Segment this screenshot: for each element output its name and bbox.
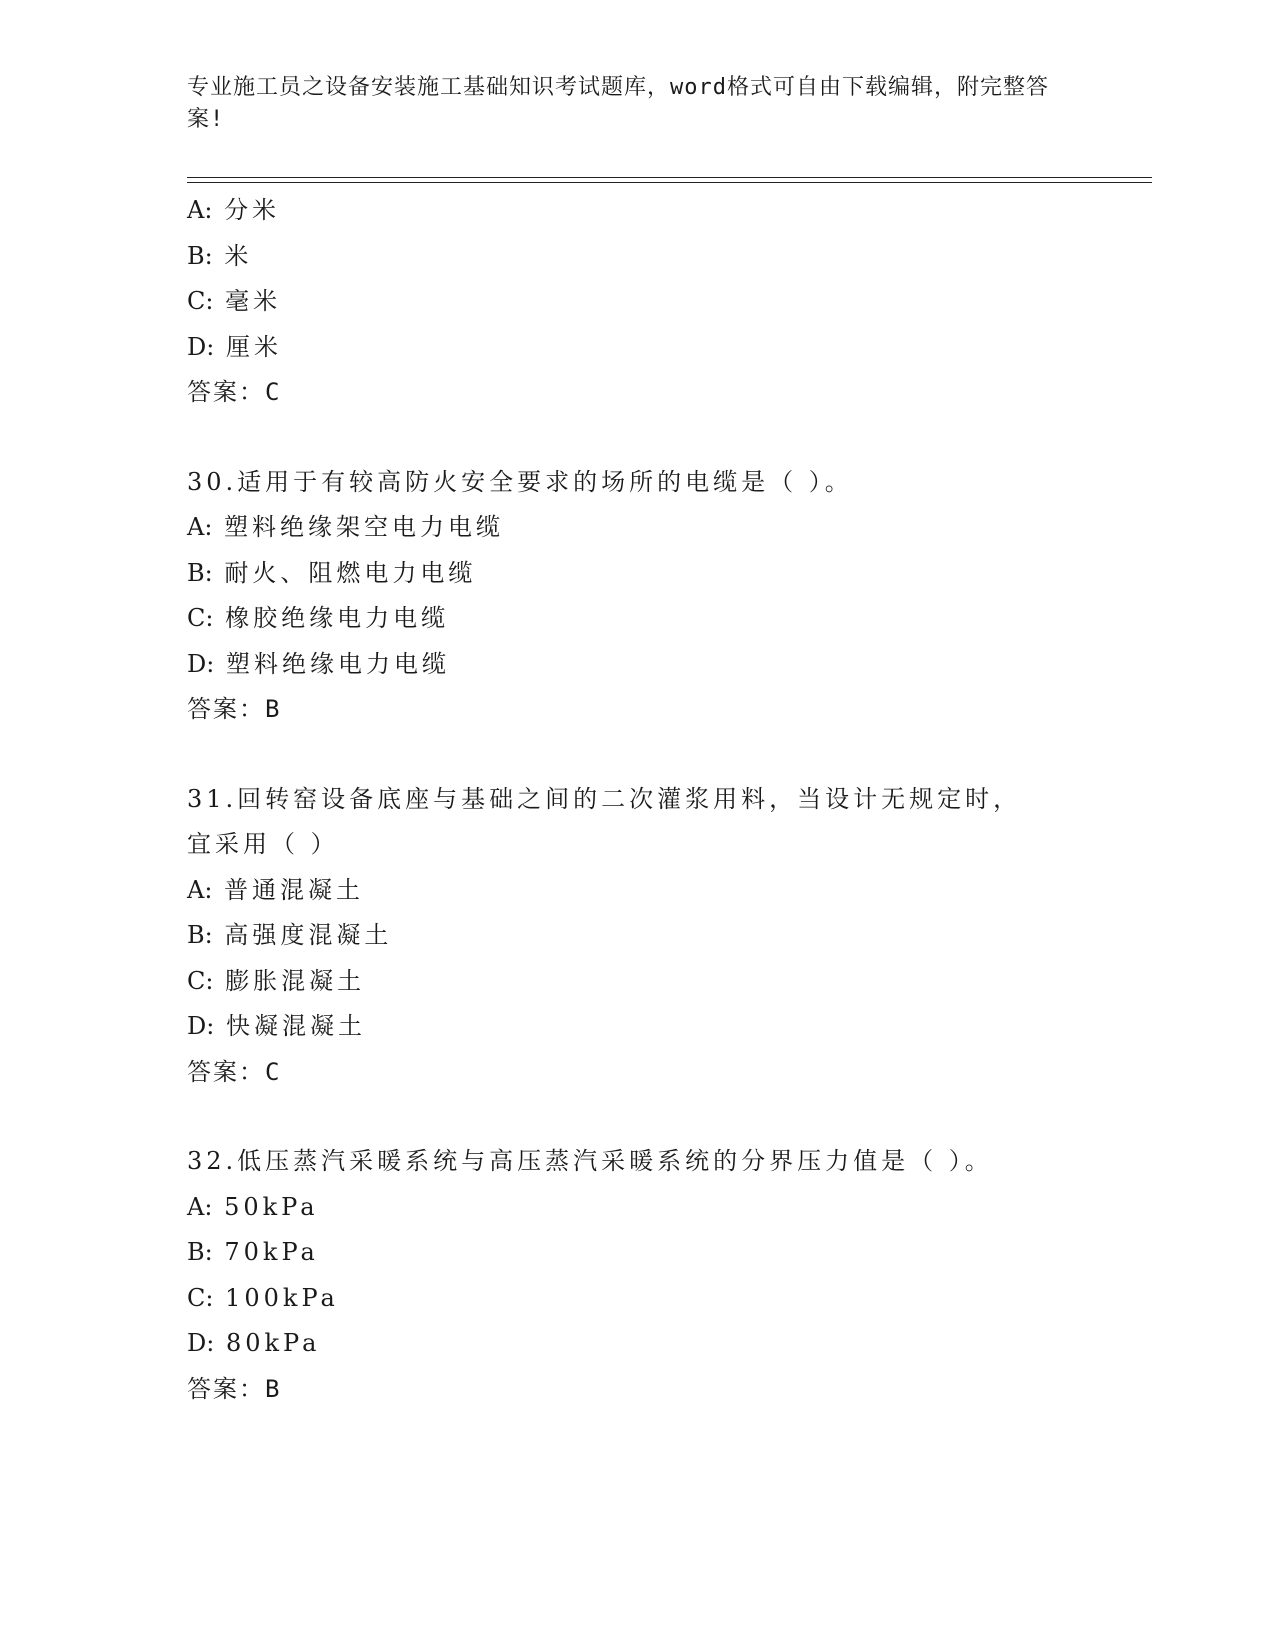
question-stem: 30.适用于有较高防火安全要求的场所的电缆是（ ）。 — [187, 467, 853, 496]
answer-line: 答案：B — [187, 1374, 282, 1403]
header-rule-top — [187, 177, 1152, 178]
option-c — [187, 959, 1087, 1005]
option-b — [187, 551, 1087, 597]
option-letter: C: — [187, 966, 214, 995]
question-stem: 32.低压蒸汽采暖系统与高压蒸汽采暖系统的分界压力值是（ ）。 — [187, 1147, 993, 1175]
option-text: 普通混凝土 — [224, 875, 365, 904]
question-list — [187, 188, 1087, 1412]
answer-line: 答案：B — [187, 695, 282, 723]
option-text: 100kPa — [225, 1283, 339, 1312]
option-text: 50kPa — [224, 1192, 319, 1221]
option-text: 高强度混凝土 — [224, 921, 393, 949]
option-letter: A: — [187, 196, 213, 224]
option-text: 80kPa — [225, 1329, 321, 1357]
option-letter: B: — [187, 558, 213, 587]
option-d — [187, 1321, 1087, 1367]
option-letter: C: — [187, 287, 214, 315]
option-text: 米 — [224, 241, 253, 270]
question-stem: 31.回转窑设备底座与基础之间的二次灌浆用料，当设计无规定时，宜采用（ ） — [187, 784, 1022, 858]
option-c — [187, 596, 1087, 642]
answer-line: 答案：C — [187, 378, 282, 406]
option-d — [187, 1004, 1087, 1050]
option-b — [187, 234, 1087, 280]
question-block-31 — [187, 777, 1087, 1096]
option-letter: A: — [187, 513, 213, 541]
option-letter: D: — [187, 1329, 215, 1357]
spacer — [187, 416, 1087, 460]
option-letter: C: — [187, 1283, 214, 1312]
option-letter: A: — [187, 875, 213, 904]
question-block-32 — [187, 1139, 1087, 1412]
option-b — [187, 913, 1087, 959]
option-text: 快凝混凝土 — [225, 1012, 366, 1040]
option-d — [187, 325, 1087, 371]
option-b — [187, 1230, 1087, 1276]
option-d — [187, 642, 1087, 688]
option-c — [187, 1276, 1087, 1322]
option-text: 塑料绝缘电力电缆 — [225, 649, 450, 678]
spacer — [187, 1095, 1087, 1139]
option-letter: B: — [187, 1238, 213, 1266]
option-text: 70kPa — [224, 1238, 319, 1266]
option-letter: D: — [187, 332, 215, 361]
option-text: 厘米 — [225, 332, 282, 361]
option-text: 橡胶绝缘电力电缆 — [225, 604, 450, 632]
option-a — [187, 1185, 1087, 1231]
option-a — [187, 868, 1087, 914]
option-c — [187, 279, 1087, 325]
option-letter: B: — [187, 921, 213, 949]
option-text: 塑料绝缘架空电力电缆 — [224, 513, 505, 541]
option-text: 毫米 — [225, 287, 282, 315]
option-letter: C: — [187, 604, 214, 632]
document-header: 专业施工员之设备安装施工基础知识考试题库，word格式可自由下载编辑，附完整答案! — [187, 75, 1049, 132]
option-a — [187, 505, 1087, 551]
question-block-30 — [187, 460, 1087, 733]
option-letter: D: — [187, 1012, 215, 1040]
option-text: 耐火、阻燃电力电缆 — [224, 558, 477, 587]
spacer — [187, 733, 1087, 777]
option-letter: A: — [187, 1192, 213, 1221]
option-letter: B: — [187, 241, 213, 270]
option-letter: D: — [187, 649, 215, 678]
option-text: 分米 — [224, 196, 281, 224]
answer-line: 答案：C — [187, 1057, 282, 1086]
header-rule-bottom — [187, 182, 1152, 183]
option-a — [187, 188, 1087, 234]
option-text: 膨胀混凝土 — [225, 966, 366, 995]
question-block-partial — [187, 188, 1087, 416]
